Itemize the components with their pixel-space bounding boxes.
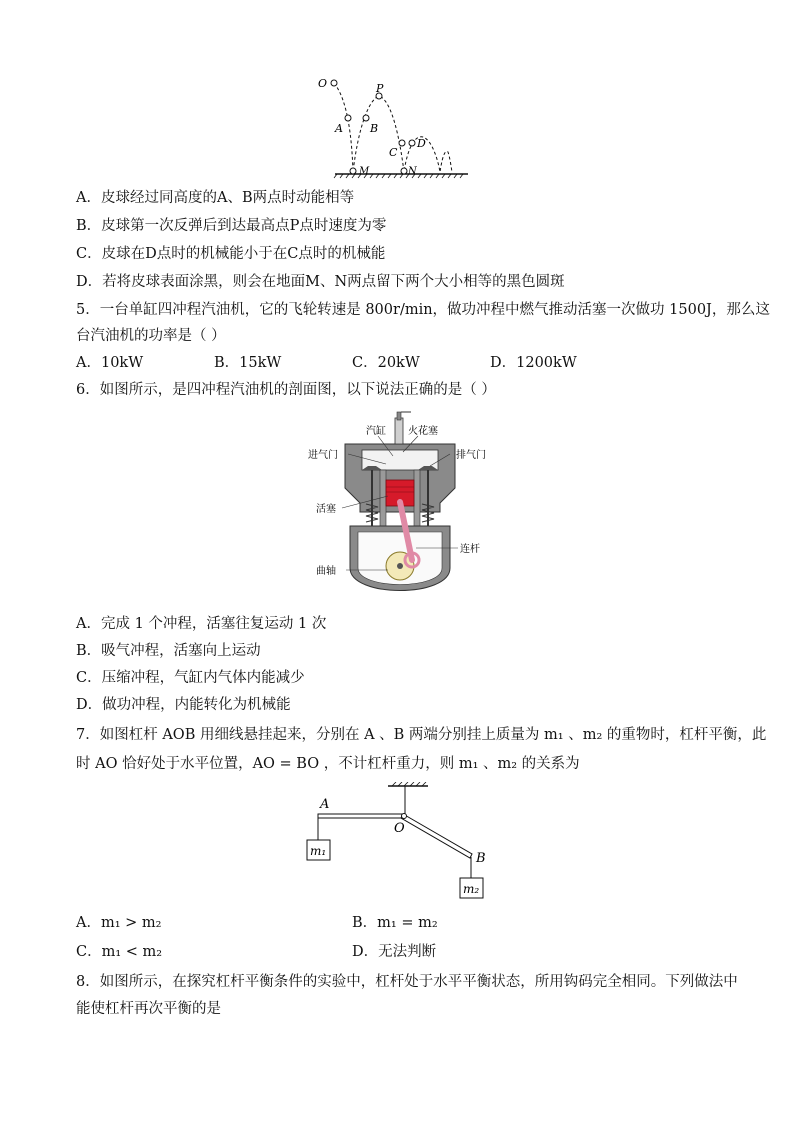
label-connecting-rod: 连杆 xyxy=(460,544,480,555)
label-intake-valve: 进气门 xyxy=(308,450,338,461)
label-c: C xyxy=(389,146,398,159)
q4-option-b: B．皮球第一次反弹后到达最高点P点时速度为零 xyxy=(76,218,387,234)
label-b: B xyxy=(476,851,486,866)
label-m: M xyxy=(359,166,370,177)
q6-option-c: C．压缩冲程，气缸内气体内能减少 xyxy=(76,670,305,686)
q6-option-a: A．完成 1 个冲程，活塞往复运动 1 次 xyxy=(76,616,327,632)
q4-option-d: D．若将皮球表面涂黑，则会在地面M、N两点留下两个大小相等的黑色圆斑 xyxy=(76,274,565,290)
q7-option-b: B．m₁ = m₂ xyxy=(352,915,438,931)
q7-stem-line2: 时 AO 恰好处于水平位置，AO = BO ，不计杠杆重力，则 m₁ 、m₂ 的关系为 xyxy=(76,756,580,772)
q7-stem-line1: 7．如图杠杆 AOB 用细线悬挂起来，分别在 A 、B 两端分别挂上质量为 m₁ 、m₂ 的重物时，杠杆平衡，此 xyxy=(76,727,767,743)
label-n: N xyxy=(408,166,417,177)
label-exhaust-valve: 排气门 xyxy=(456,450,486,461)
q7-option-a: A．m₁ > m₂ xyxy=(76,915,162,931)
q4-option-c: C．皮球在D点时的机械能小于在C点时的机械能 xyxy=(76,246,386,262)
q5-option-d: D．1200kW xyxy=(490,355,577,371)
q6-stem: 6．如图所示，是四冲程汽油机的剖面图，以下说法正确的是（ ） xyxy=(76,382,496,398)
label-piston: 活塞 xyxy=(316,504,336,515)
label-cylinder: 汽缸 xyxy=(366,426,386,437)
q4-option-a: A．皮球经过同高度的A、B两点时动能相等 xyxy=(76,190,355,206)
label-p: P xyxy=(376,82,384,95)
engine-cross-section-figure xyxy=(300,408,500,610)
label-crankshaft: 曲轴 xyxy=(316,566,336,577)
label-o: O xyxy=(318,77,328,90)
label-m2: m₂ xyxy=(463,882,480,896)
label-a: A xyxy=(320,797,330,812)
label-b: B xyxy=(370,122,379,135)
q5-option-b: B．15kW xyxy=(214,355,282,371)
label-d: D xyxy=(417,137,426,150)
q8-stem-line2: 能使杠杆再次平衡的是 xyxy=(76,1001,221,1017)
q5-option-a: A．10kW xyxy=(76,355,144,371)
q5-option-c: C．20kW xyxy=(352,355,420,371)
q7-option-d: D．无法判断 xyxy=(352,944,437,960)
label-a: A xyxy=(335,122,343,135)
q6-option-d: D．做功冲程，内能转化为机械能 xyxy=(76,697,291,713)
q5-stem-line2: 台汽油机的功率是（ ） xyxy=(76,328,226,344)
bouncing-ball-figure xyxy=(310,70,480,185)
q8-stem-line1: 8．如图所示，在探究杠杆平衡条件的实验中，杠杆处于水平平衡状态，所用钩码完全相同。下列做法中 xyxy=(76,974,738,990)
label-spark-plug: 火花塞 xyxy=(408,426,438,437)
q5-stem-line1: 5．一台单缸四冲程汽油机，它的飞轮转速是 800r/min，做功冲程中燃气推动活塞一次做功 1500J，那么这 xyxy=(76,302,770,318)
label-m1: m₁ xyxy=(310,844,327,858)
lever-figure xyxy=(300,782,500,902)
q7-option-c: C．m₁ < m₂ xyxy=(76,944,163,960)
q6-option-b: B．吸气冲程，活塞向上运动 xyxy=(76,643,261,659)
label-o: O xyxy=(394,821,405,836)
